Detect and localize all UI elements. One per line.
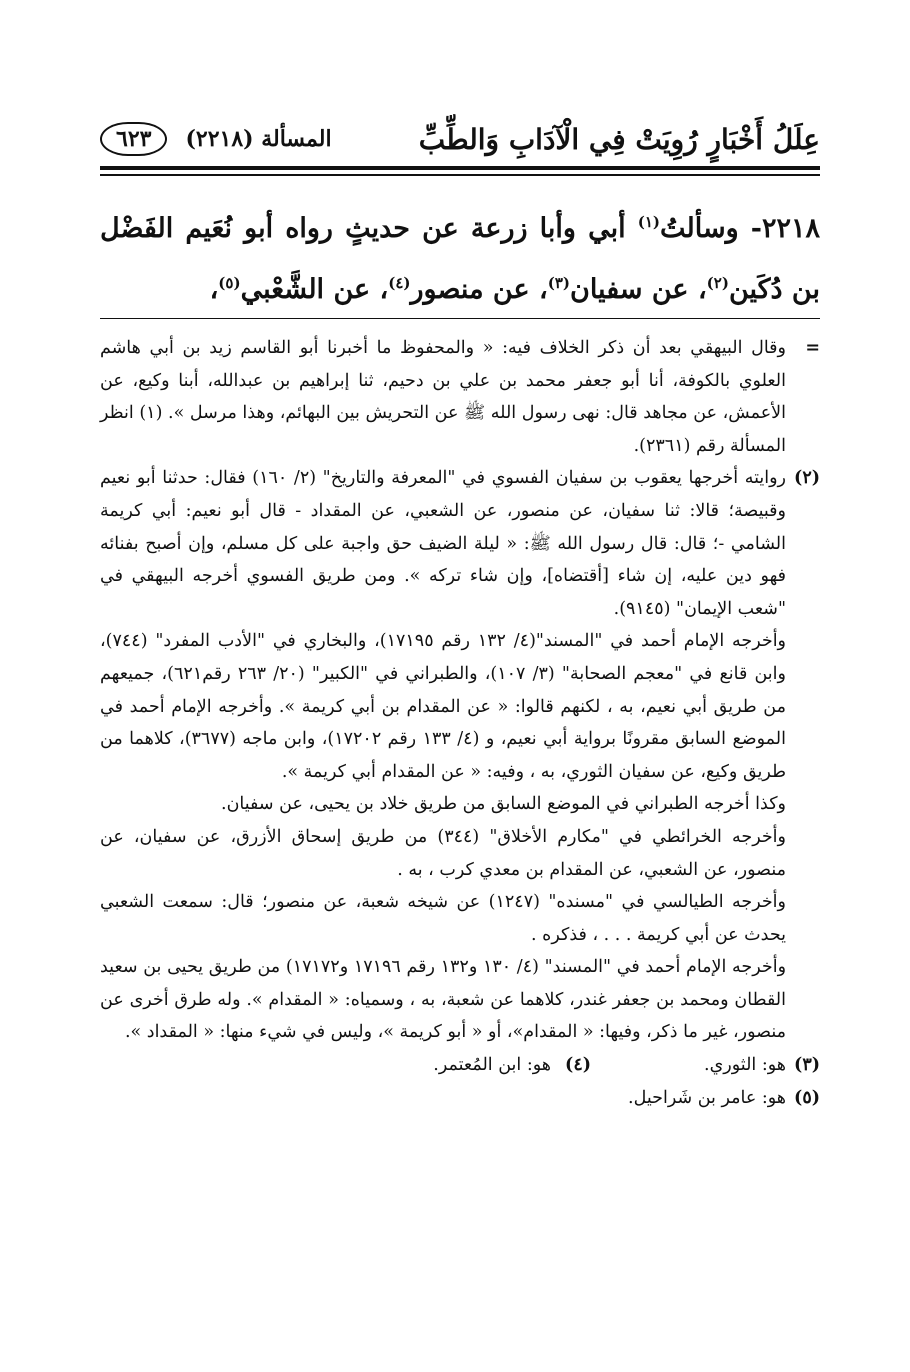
footnote-text: هو: الثوري. (704, 1055, 786, 1076)
footnote-mark: (٣) (794, 1055, 820, 1076)
footnote-ref: (٢) (706, 274, 729, 292)
page-header (100, 118, 820, 160)
section-label: المسألة (٢٢١٨) (185, 126, 332, 152)
footnote-separator (100, 318, 820, 319)
main-text-part: ، عن سفيان (570, 274, 707, 305)
footnote-continuation (100, 332, 820, 462)
footnote-3-4 (100, 1049, 820, 1082)
footnote-ref: (٤) (388, 274, 411, 292)
footnote-text: روايته أخرجها يعقوب بن سفيان الفسوي في "المعرفة والتاريخ" (٢/ ١٦٠) فقال: حدثنا أبو نعيم وقبيصة؛ قالا: ثنا سفيان، عن منصور، عن الشعبي، عن المقداد - قال أبو نعيم: أبي كريمة الشامي -؛ قال: قال رسول الله ﷺ: « ليلة الضيف حق واجبة على كل مسلم، وإن أصبح بفنائه فهو دين عليه، إن شاء [أقتضاه]، وإن شاء تركه ». ومن طريق الفسوي أخرجه البيهقي في "شعب الإيمان" (٩١٤٥). (100, 468, 786, 619)
main-text-part: ، (209, 274, 219, 305)
page-number: ٦٢٣ (100, 122, 167, 156)
header-rule-thin (100, 174, 820, 176)
footnote-text: وأخرجه الخرائطي في "مكارم الأخلاق" (٣٤٤) من طريق إسحاق الأزرق، عن سفيان، عن منصور، عن الشعبي، عن المقدام بن معدي كرب ، به . (100, 826, 786, 880)
header-rule-thick (100, 166, 820, 170)
footnote-mark: (٤) (565, 1055, 591, 1076)
footnote-text: هو: عامر بن شَراحيل. (628, 1087, 786, 1108)
footnote-ref: (١) (637, 213, 661, 231)
main-text-part: ٢٢١٨- وسألتُ (660, 213, 821, 244)
footnotes (100, 332, 820, 1114)
main-paragraph (100, 195, 820, 317)
footnote-5 (100, 1082, 820, 1115)
footnote-text: وكذا أخرجه الطبراني في الموضع السابق من طريق خلاد بن يحيى، عن سفيان. (221, 794, 786, 815)
footnote-2 (100, 462, 820, 1049)
footnote-text: وأخرجه الطيالسي في "مسنده" (١٢٤٧) عن شيخه شعبة، عن منصور؛ قال: سمعت الشعبي يحدث عن أبي كريمة . . . ، فذكره . (100, 892, 786, 945)
main-text-part: ، عن منصور (410, 274, 548, 305)
footnote-mark: (٥) (794, 1087, 820, 1108)
footnote-mark: = (805, 338, 820, 358)
footnote-mark: (٢) (794, 468, 820, 489)
footnote-ref: (٥) (218, 274, 241, 292)
footnote-ref: (٣) (547, 274, 570, 292)
main-text-part: أبي وأبا زرعة عن حديثٍ رواه أبو نُعَيم الفَضْل بن دُكَين (100, 213, 820, 305)
footnote-text: وأخرجه الإمام أحمد في "المسند"(٤/ ١٣٢ رقم ١٧١٩٥)، والبخاري في "الأدب المفرد" (٧٤٤)، وابن قانع في "معجم الصحابة" (٣/ ١٠٧)، والطبراني في "الكبير" (٢٠/ ٢٦٣ رقم٦٢١)، جميعهم من طريق أبي نعيم، به ، لكنهم قالوا: « عن المقدام بن أبي كريمة ». وأخرجه الإمام أحمد في الموضع السابق مقرونًا برواية أبي نعيم، و (٤/ ١٣٣ رقم ١٧٢٠٢)، وابن ماجه (٣٦٧٧)، كلاهما من طريق وكيع، عن سفيان الثوري، به ، وفيه: « عن المقدام أبي كريمة ». (100, 631, 787, 782)
footnote-text: وأخرجه الإمام أحمد في "المسند" (٤/ ١٣٠ و١٣٢ رقم ١٧١٩٦ و١٧١٧٢) من طريق يحيى بن سعيد القطان ومحمد بن جعفر غندر، كلاهما عن شعبة، به ، وسمياه: « المقدام ». وله طرق أخرى عن منصور، غير ما ذكر، وفيها: « المقدام»، أو « أبو كريمة »، وليس في شيء منها: « المقداد ». (100, 957, 787, 1043)
footnote-text: وقال البيهقي بعد أن ذكر الخلاف فيه: « والمحفوظ ما أخبرنا أبو القاسم زيد بن أبي هاشم العلوي بالكوفة، أنا أبو جعفر محمد بن علي بن دحيم، ثنا إبراهيم بن عبدالله، أبنا وكيع، عن الأعمش، عن مجاهد قال: نهى رسول الله ﷺ عن التحريش بين البهائم، وهذا مرسل ». (١) انظر المسألة رقم (٢٣٦١). (100, 338, 786, 456)
main-text-part: ، عن الشَّعْبي (240, 274, 389, 305)
book-title: عِلَلُ أَخْبَارٍ رُوِيَتْ فِي الْآدَابِ وَالطِّبِّ (418, 122, 820, 156)
footnote-text: هو: ابن المُعتمر. (433, 1055, 551, 1076)
